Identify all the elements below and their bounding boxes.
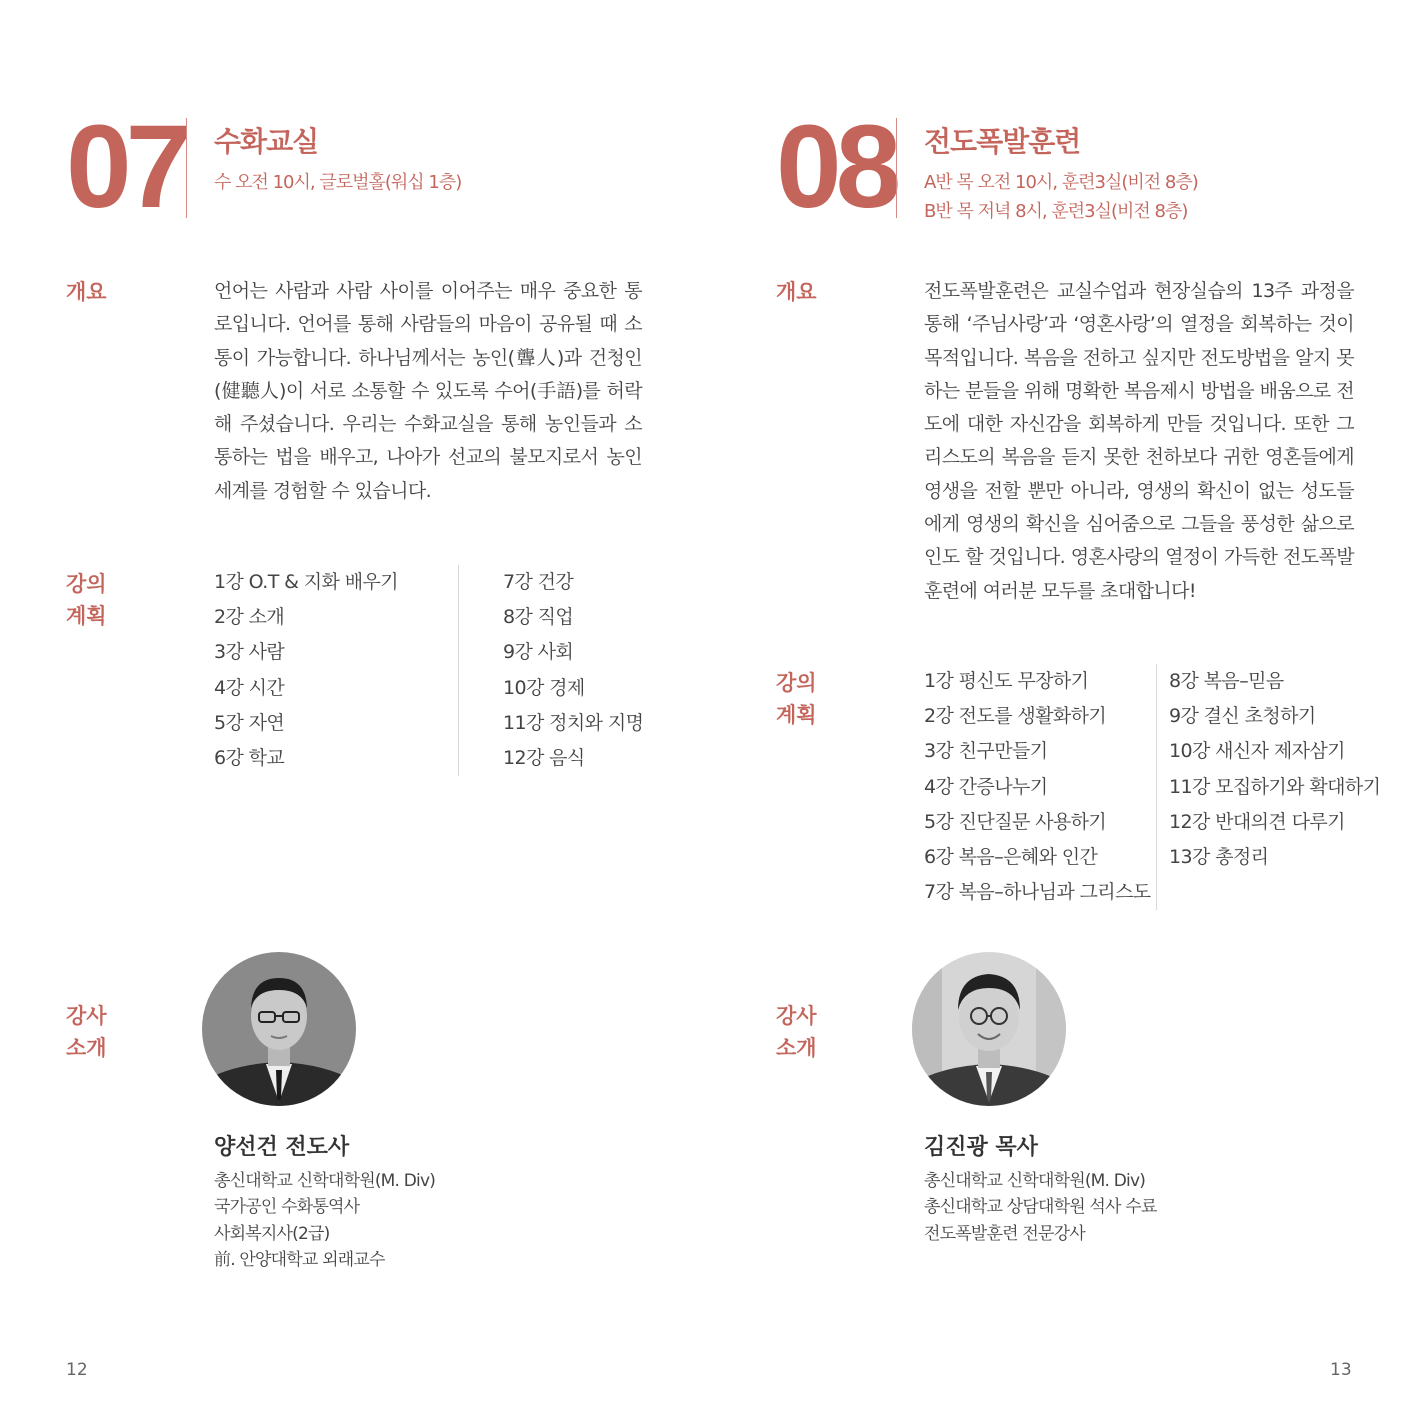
instructor-label [66, 1000, 107, 1064]
instructor-label [776, 1000, 817, 1064]
lesson-item: 8강 직업 [503, 606, 574, 629]
plan-label-line: 계획 [776, 703, 817, 727]
course-schedule [924, 168, 1198, 226]
header-divider [896, 118, 897, 218]
course-number: 07 [66, 101, 186, 233]
credential-item: 국가공인 수화통역사 [214, 1197, 360, 1218]
credential-item: 前. 안양대학교 외래교수 [214, 1249, 385, 1270]
lesson-column [924, 664, 1154, 910]
course-title: 수화교실 [214, 125, 319, 158]
course-number: 08 [776, 101, 896, 233]
lesson-item: 7강 복음–하나님과 그리스도 [924, 881, 1151, 904]
page-number: 12 [66, 1360, 88, 1380]
lesson-item: 2강 전도를 생활화하기 [924, 705, 1107, 728]
instructor-label-line: 소개 [66, 1036, 107, 1060]
lesson-column [458, 565, 643, 776]
course-schedule [214, 168, 461, 197]
lesson-item: 4강 시간 [214, 676, 285, 699]
plan-label-line: 강의 [776, 671, 817, 695]
instructor-label-line: 소개 [776, 1036, 817, 1060]
schedule-line: A반 목 오전 10시, 훈련3실(비전 8층) [924, 172, 1198, 193]
instructor-label-line: 강사 [66, 1004, 107, 1028]
instructor-photo [202, 952, 356, 1106]
schedule-line: B반 목 저녁 8시, 훈련3실(비전 8층) [924, 201, 1188, 222]
lesson-item: 9강 사회 [503, 641, 574, 664]
instructor-credentials [214, 1168, 435, 1273]
lesson-item: 6강 학교 [214, 747, 285, 770]
credential-item: 사회복지사(2급) [214, 1223, 330, 1244]
lesson-item: 8강 복음–믿음 [1169, 670, 1284, 692]
overview-label: 개요 [66, 280, 107, 304]
course-07-section [66, 0, 686, 1419]
lesson-item: 10강 새신자 제자삼기 [1169, 740, 1345, 763]
credential-item: 총신대학교 상담대학원 석사 수료 [924, 1197, 1157, 1218]
instructor-photo [912, 952, 1066, 1106]
credential-item: 총신대학교 신학대학원(M. Div) [924, 1171, 1146, 1191]
lesson-item: 6강 복음–은혜와 인간 [924, 846, 1098, 869]
course-08-section [776, 0, 1396, 1419]
lesson-item: 11강 모집하기와 확대하기 [1169, 775, 1381, 798]
page-number: 13 [1330, 1360, 1352, 1380]
credential-item: 총신대학교 신학대학원(M. Div) [214, 1171, 436, 1191]
lesson-column [1156, 664, 1380, 910]
course-title: 전도폭발훈련 [924, 125, 1081, 158]
lesson-column [214, 565, 454, 776]
credential-item: 전도폭발훈련 전문강사 [924, 1223, 1085, 1244]
lesson-item: 1강 평신도 무장하기 [924, 670, 1089, 692]
lesson-item: 4강 간증나누기 [924, 775, 1048, 798]
lesson-item: 3강 친구만들기 [924, 740, 1048, 763]
lesson-item: 12강 음식 [503, 747, 585, 770]
header-divider [186, 118, 187, 218]
plan-label-line: 계획 [66, 604, 107, 628]
plan-label [66, 568, 107, 632]
overview-text: 전도폭발훈련은 교실수업과 현장실습의 13주 과정을 통해 ‘주님사랑’과 ‘영혼사랑’의 열정을 회복하는 것이 목적입니다. 복음을 전하고 싶지만 전도방법을 알지 못하는 분들을 위해 명확한 복음제시 방법을 배움으로 전도에 대한 자신감을 회복하게 만들 것입니다. 또한 그리스도의 복음을 듣지 못한 천하보다 귀한 영혼들에게 영생을 전할 뿐만 아니라, 영생의 확신이 없는 성도들에게 영생의 확신을 심어줌으로 그들을 풍성한 삶으로 인도 할 것입니다. 영혼사랑의 열정이 가득한 전도폭발훈련에 여러분 모두를 초대합니다! [924, 280, 1354, 602]
lesson-item: 1강 O.T & 지화 배우기 [214, 571, 399, 593]
lesson-item: 2강 소개 [214, 606, 285, 629]
overview-label: 개요 [776, 280, 817, 304]
instructor-name: 김진광 목사 [924, 1135, 1038, 1160]
lesson-item: 3강 사람 [214, 641, 285, 664]
plan-label [776, 667, 817, 731]
lesson-item: 13강 총정리 [1169, 846, 1269, 869]
plan-label-line: 강의 [66, 572, 107, 596]
instructor-name: 양선건 전도사 [214, 1135, 350, 1160]
instructor-credentials [924, 1168, 1157, 1247]
lesson-item: 9강 결신 초청하기 [1169, 705, 1316, 728]
schedule-line: 수 오전 10시, 글로벌홀(워십 1층) [214, 172, 462, 193]
lesson-item: 7강 건강 [503, 571, 574, 593]
lesson-item: 11강 정치와 지명 [503, 711, 644, 734]
lesson-item: 12강 반대의견 다루기 [1169, 810, 1345, 833]
instructor-label-line: 강사 [776, 1004, 817, 1028]
lesson-item: 10강 경제 [503, 676, 585, 699]
lesson-item: 5강 자연 [214, 711, 285, 734]
lesson-item: 5강 진단질문 사용하기 [924, 810, 1107, 833]
overview-text: 언어는 사람과 사람 사이를 이어주는 매우 중요한 통로입니다. 언어를 통해 사람들의 마음이 공유될 때 소통이 가능합니다. 하나님께서는 농인(聾人)과 건청인(健聽人)이 서로 소통할 수 있도록 수어(手語)를 허락해 주셨습니다. 우리는 수화교실을 통해 농인들과 소통하는 법을 배우고, 나아가 선교의 불모지로서 농인 세계를 경험할 수 있습니다. [214, 280, 642, 502]
